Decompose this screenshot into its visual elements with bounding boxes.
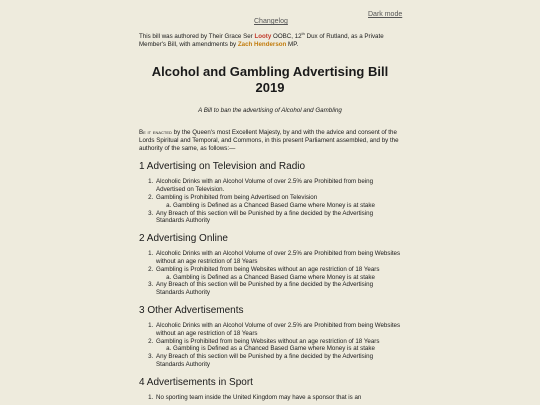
list-item-text: Gambling is Prohibited from being Advertised on Television (156, 194, 318, 202)
sub-item: a. Gambling is Defined as a Chanced Based Game where Money is at stake (173, 202, 401, 210)
enact-text: by the Queen's most Excellent Majesty, by and with the advice and consent of the Lords Spiritual and Temporal, and Commons, in this present Parliament assembled, and by the authority of the same, as follows:— (139, 128, 399, 153)
sub-list (156, 202, 401, 210)
enact-lead: Be it enacted (139, 128, 172, 136)
sub-list (156, 345, 401, 353)
list-item (155, 194, 401, 210)
list-item: 1. Alcoholic Drinks with an Alcohol Volume of over 2.5% are Prohibited from being Websites without an age restriction of 18 Years (155, 250, 401, 266)
author-middle2: Dux of Rutland, as a Private Member's Bill, with amendments by (139, 33, 384, 49)
author-middle: OOBC, 12 (271, 33, 302, 40)
section-list (139, 250, 401, 297)
list-item-text: Gambling is Prohibited from being Websites without an age restriction of 18 Years (156, 265, 380, 273)
author-note (139, 30, 401, 50)
section-list (139, 178, 401, 225)
list-item: 1. Alcoholic Drinks with an Alcohol Volume of over 2.5% are Prohibited from being Advertised on Television. (155, 178, 401, 194)
section-list (139, 322, 401, 369)
enacting-clause (139, 129, 401, 154)
section-heading: 3 Other Advertisements (139, 304, 244, 316)
author-prefix: This bill was authored by Their Grace Ser (139, 33, 255, 40)
bill-document (139, 30, 401, 402)
list-item-text: Gambling is Prohibited from being Websites without an age restriction of 18 Years (156, 337, 380, 345)
bill-title: Alcohol and Gambling Advertising Bill 2019 (151, 63, 389, 96)
author-ordinal: th (301, 30, 305, 36)
author-name: Looty (254, 33, 272, 40)
top-nav (0, 10, 540, 24)
sub-item: a. Gambling is Defined as a Chanced Based Game where Money is at stake (173, 345, 401, 353)
list-item: 1. No sporting team inside the United Kingdom may have a sponsor that is an (155, 394, 401, 402)
section-heading: 2 Advertising Online (139, 233, 228, 245)
list-item: 1. Alcoholic Drinks with an Alcohol Volume of over 2.5% are Prohibited from being Websites without an age restriction of 18 Years (155, 322, 401, 338)
list-item: 3. Any Breach of this section will be Punished by a fine decided by the Advertising Standards Authority (155, 353, 401, 369)
author-suffix: MP. (286, 41, 299, 49)
bill-subtitle: A Bill to ban the advertising of Alcohol and Gambling (198, 106, 342, 114)
list-item (155, 266, 401, 282)
changelog-link[interactable]: Changelog (254, 18, 288, 25)
list-item: 3. Any Breach of this section will be Punished by a fine decided by the Advertising Standards Authority (155, 210, 401, 226)
sub-item: a. Gambling is Defined as a Chanced Based Game where Money is at stake (173, 274, 401, 282)
list-item: 3. Any Breach of this section will be Punished by a fine decided by the Advertising Standards Authority (155, 281, 401, 297)
section-heading: 4 Advertisements in Sport (139, 376, 253, 388)
amender-name: Zach Henderson (237, 41, 287, 49)
dark-mode-link[interactable]: Dark mode (368, 11, 403, 18)
section-list (139, 394, 401, 402)
section-heading: 1 Advertising on Television and Radio (139, 161, 306, 173)
list-item (155, 338, 401, 354)
sub-list (156, 274, 401, 282)
